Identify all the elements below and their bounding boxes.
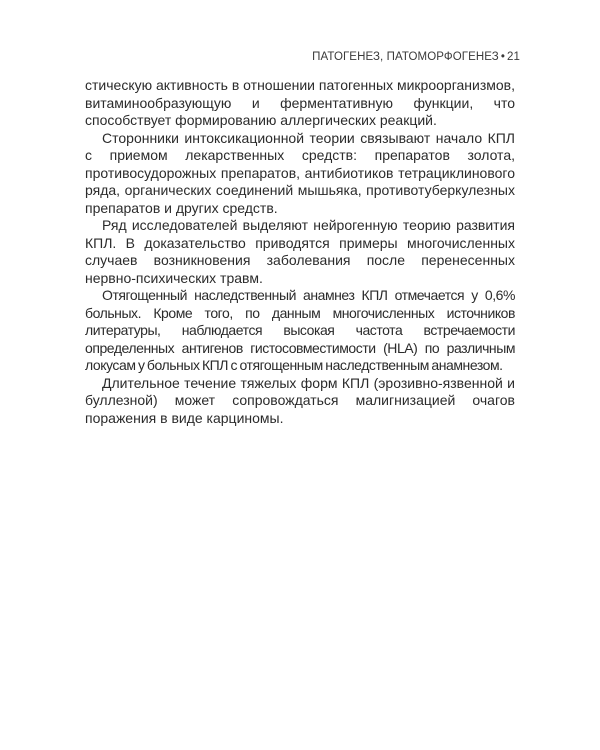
paragraph: Ряд исследователей выделяют нейрогенную теорию развития КПЛ. В доказательство приводятся примеры многочисленных случаев возникновения заболевания после перенесенных нервно-психических травм. [85, 217, 515, 286]
paragraph: Длительное течение тяжелых форм КПЛ (эрозивно-язвенной и буллезной) может сопровождаться малигнизацией очагов поражения в виде карциномы. [85, 374, 515, 426]
page-number: 21 [507, 51, 520, 63]
paragraph: Сторонники интоксикационной теории связывают начало КПЛ с приемом лекарственных средств: препаратов золота, противосудорожных препаратов, антибиотиков тетрациклинового ряда, органических соединений мышьяка, противотуберкулезных препаратов и других средств. [85, 129, 515, 216]
section-title: ПАТОГЕНЕЗ, ПАТОМОРФОГЕНЕЗ [312, 51, 499, 63]
running-header [312, 51, 520, 63]
paragraph: стическую активность в отношении патогенных микроорганизмов, витаминообразующую и ферментативную функции, что способствует формированию аллергических реакций. [85, 77, 515, 128]
header-separator: • [500, 51, 505, 63]
paragraph: Отягощенный наследственный анамнез КПЛ отмечается у 0,6% больных. Кроме того, по данным многочисленных источников литературы, наблюдается высокая частота встречаемости определенных антигенов гистосовместимости (HLA) по различным локусам у больных КПЛ с отягощенным наследственным анамнезом. [85, 287, 515, 373]
body-text [85, 77, 515, 427]
